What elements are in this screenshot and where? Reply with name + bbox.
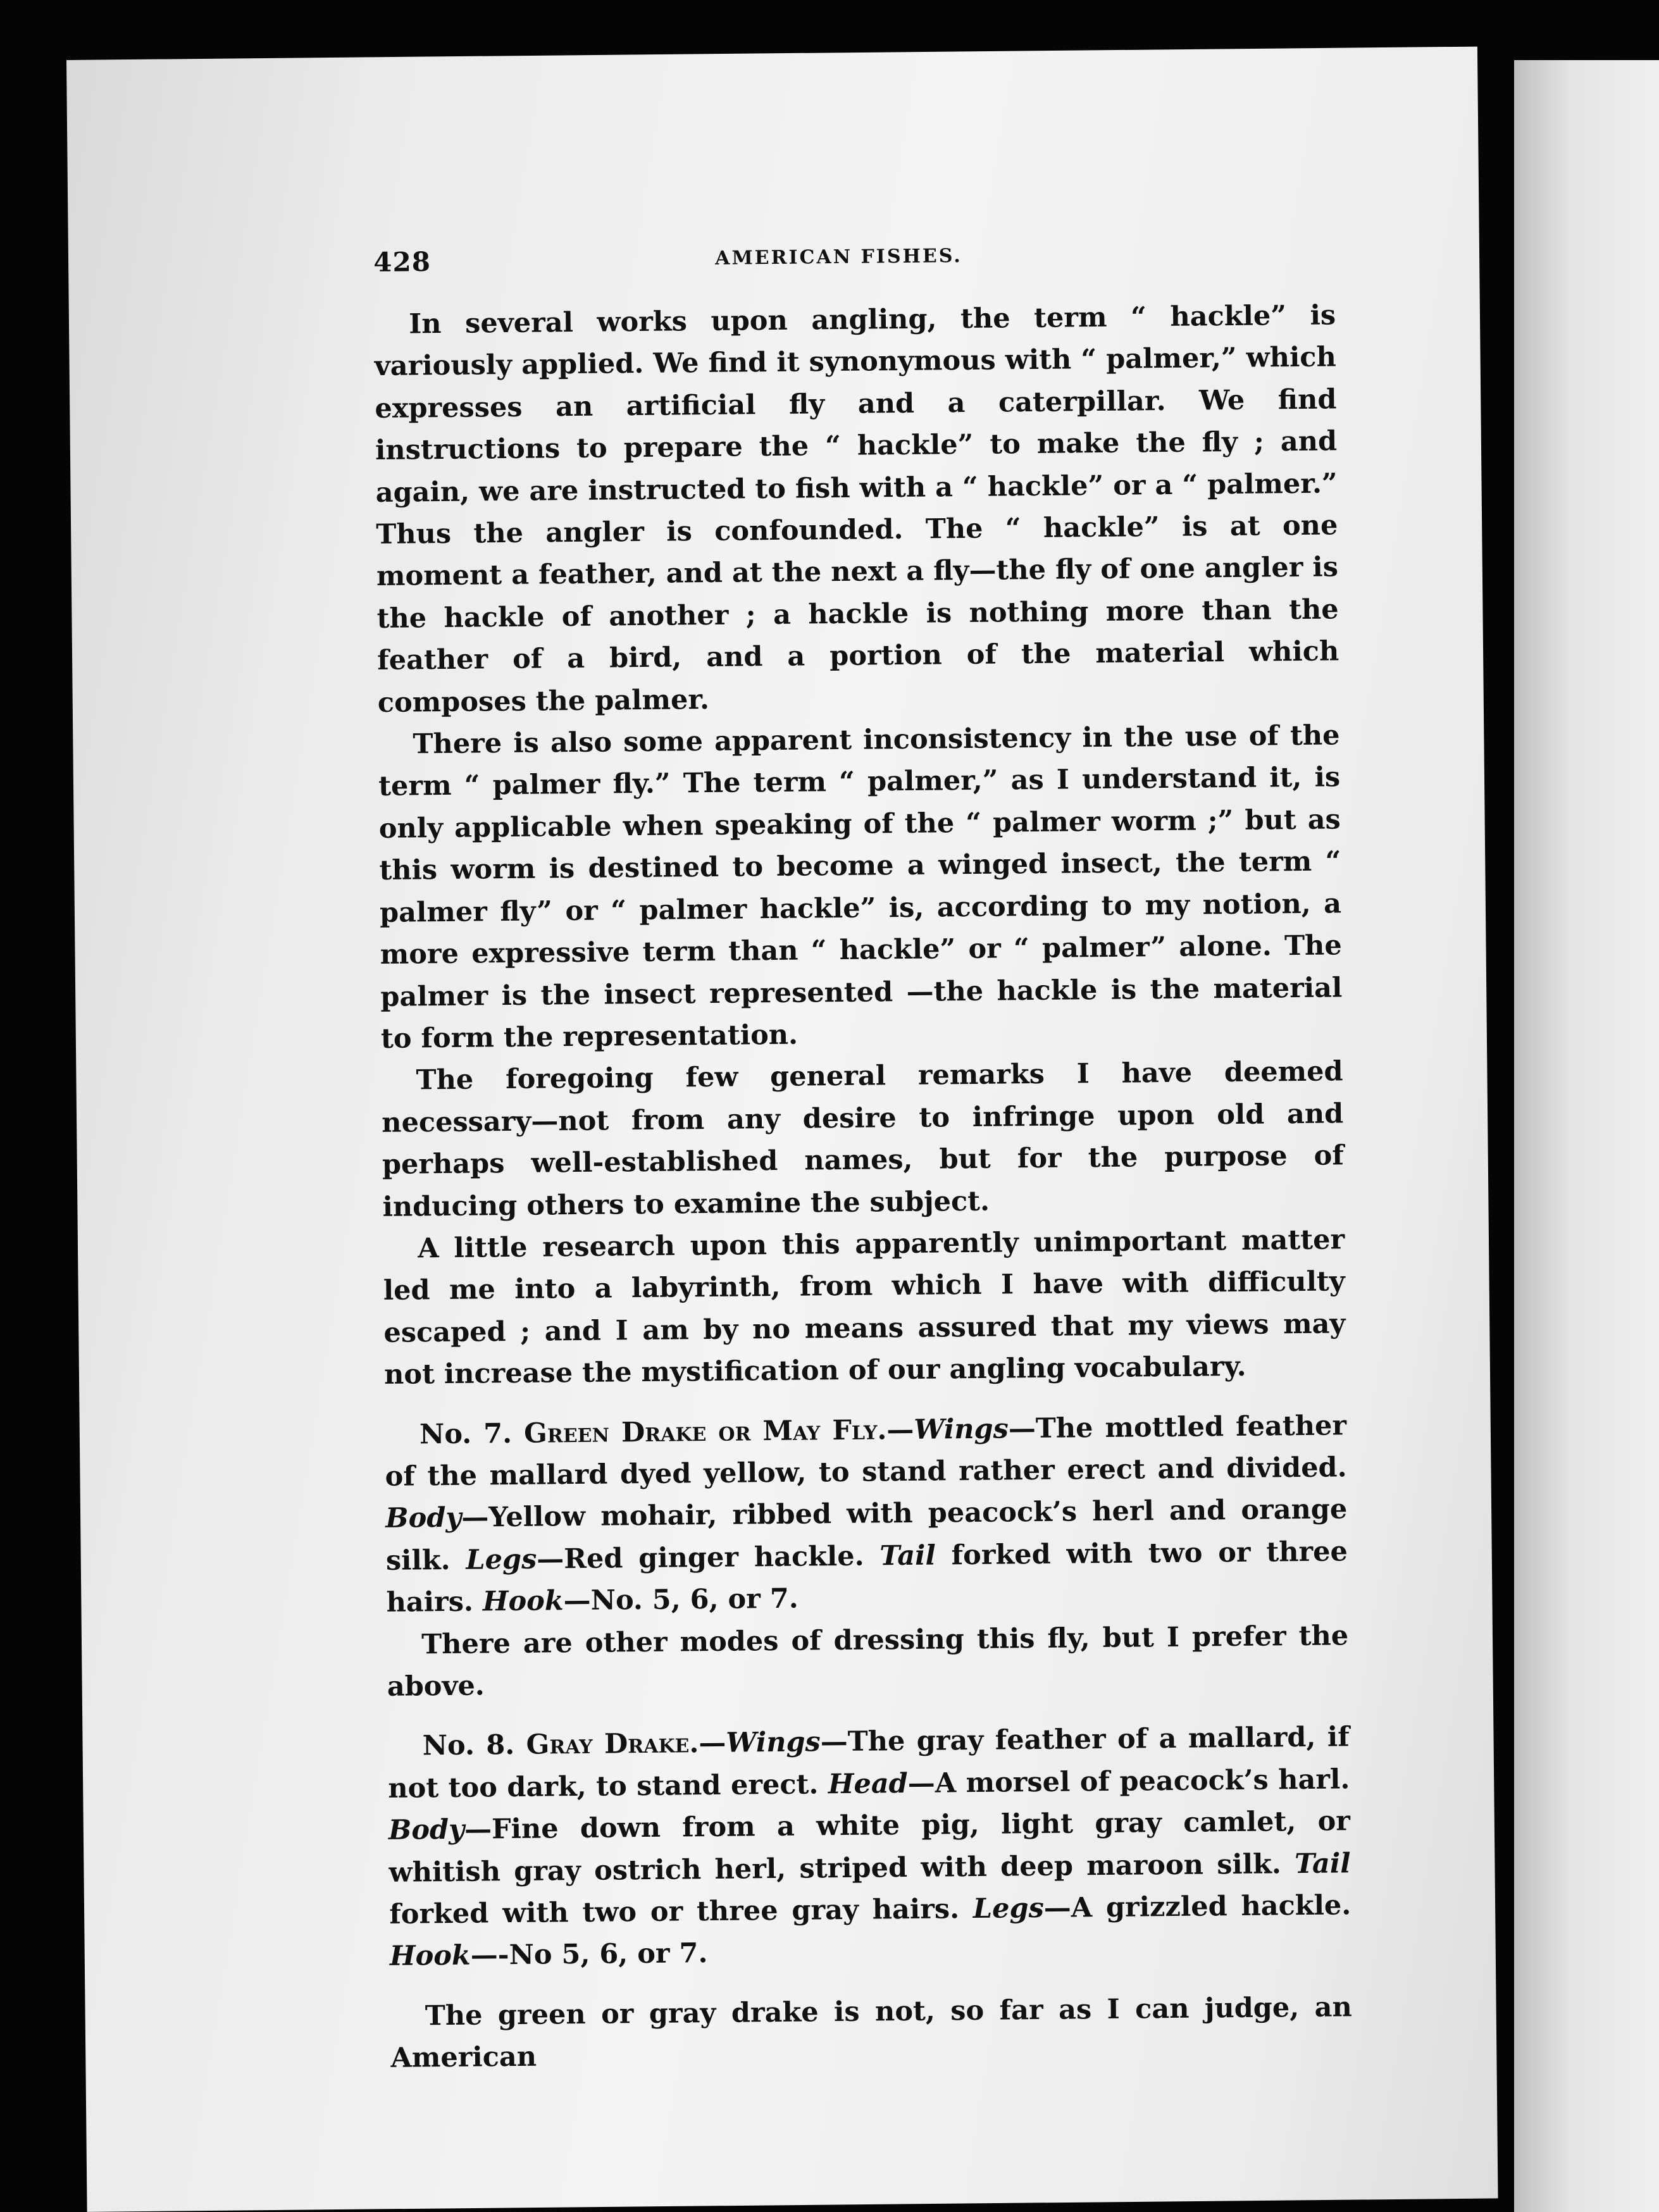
legs-text: —Red ginger hackle.	[537, 1540, 864, 1575]
entry-green-drake-note: There are other modes of dressing this fly, but I prefer the above.	[387, 1619, 1349, 1703]
entry-number: No. 7.	[419, 1417, 513, 1450]
adjacent-page-edge	[1514, 60, 1659, 2212]
body-label: Body	[388, 1813, 465, 1847]
tail-label: Tail	[1294, 1847, 1351, 1880]
tail-text: forked with two or three hairs.	[386, 1536, 1348, 1619]
hook-label: Hook	[389, 1940, 471, 1973]
entry-number: No. 8.	[422, 1729, 515, 1762]
tail-text: forked with two or three gray hairs.	[389, 1893, 960, 1930]
page-header	[373, 237, 1336, 304]
running-head: AMERICAN FISHES.	[715, 245, 962, 270]
legs-text: —A grizzled hackle.	[1043, 1889, 1351, 1924]
hook-text: —-No 5, 6, or 7.	[470, 1937, 708, 1972]
legs-label: Legs	[466, 1543, 537, 1576]
entry-name: Gray Drake.	[526, 1727, 699, 1762]
paragraph-research: A little research upon this apparently unimportant matter led me into a labyrinth, from which I have with difficulty escaped ; and I am by no means assured that my views may not increase the mystification of our angling vocabulary.	[383, 1224, 1346, 1391]
legs-label: Legs	[972, 1892, 1045, 1925]
entry-green-drake	[385, 1405, 1348, 1624]
closing-line: The green or gray drake is not, so far as I can judge, an American	[390, 1991, 1353, 2075]
page-text	[373, 237, 1353, 2079]
body-text: —Fine down from a white pig, light gray camlet, or whitish gray ostrich herl, striped with deep maroon silk.	[388, 1805, 1351, 1889]
wings-text: —The mottled feather of the mallard dyed yellow, to stand rather erect and divided.	[385, 1409, 1347, 1493]
wings-label: —Wings	[886, 1413, 1009, 1446]
tail-label: Tail	[879, 1539, 936, 1572]
wings-label: —Wings	[699, 1726, 821, 1760]
head-text: —A morsel of peacock’s harl.	[907, 1763, 1350, 1799]
paragraph-hackle: In several works upon angling, the term “ hackle” is variously applied. We find it synonymous with “ palmer,” which expresses an artificial fly and a caterpillar. We find instructions to prepare the “ hackle” to make the fly ; and again, we are instructed to fish with a “ hackle” or a “ palmer.” Thus the angler is confounded. The “ hackle” is at one moment a feather, and at the next a fly—the fly of one angler is the hackle of another ; a hackle is nothing more than the feather of a bird, and a portion of the material which composes the palmer.	[374, 299, 1339, 719]
wings-text: —The gray feather of a mallard, if not too dark, to stand erect.	[388, 1721, 1350, 1805]
entry-gray-drake	[387, 1717, 1351, 1978]
hook-text: —No. 5, 6, or 7.	[563, 1582, 798, 1617]
body-label: Body	[385, 1502, 462, 1535]
page-number: 428	[373, 246, 432, 278]
hook-label: Hook	[482, 1585, 564, 1618]
head-label: Head	[828, 1767, 908, 1801]
body-text: —Yellow mohair, ribbed with peacock’s herl and orange silk.	[385, 1493, 1348, 1577]
paragraph-palmer-fly: There is also some apparent inconsistency in the use of the term “ palmer fly.” The term “ palmer,” as I understand it, is only applicable when speaking of the “ palmer worm ;” but as this worm is destined to become a winged insect, the term “ palmer fly” or “ palmer hackle” is, according to my notion, a more expressive term than “ hackle” or “ palmer” alone. The palmer is the insect represented —the hackle is the material to form the representation.	[378, 719, 1343, 1055]
paragraph-foregoing: The foregoing few general remarks I have deemed necessary—not from any desire to infringe upon old and perhaps well-established names, but for the purpose of inducing others to examine the subject.	[382, 1055, 1345, 1223]
entry-name: Green Drake or May Fly.	[523, 1414, 887, 1450]
